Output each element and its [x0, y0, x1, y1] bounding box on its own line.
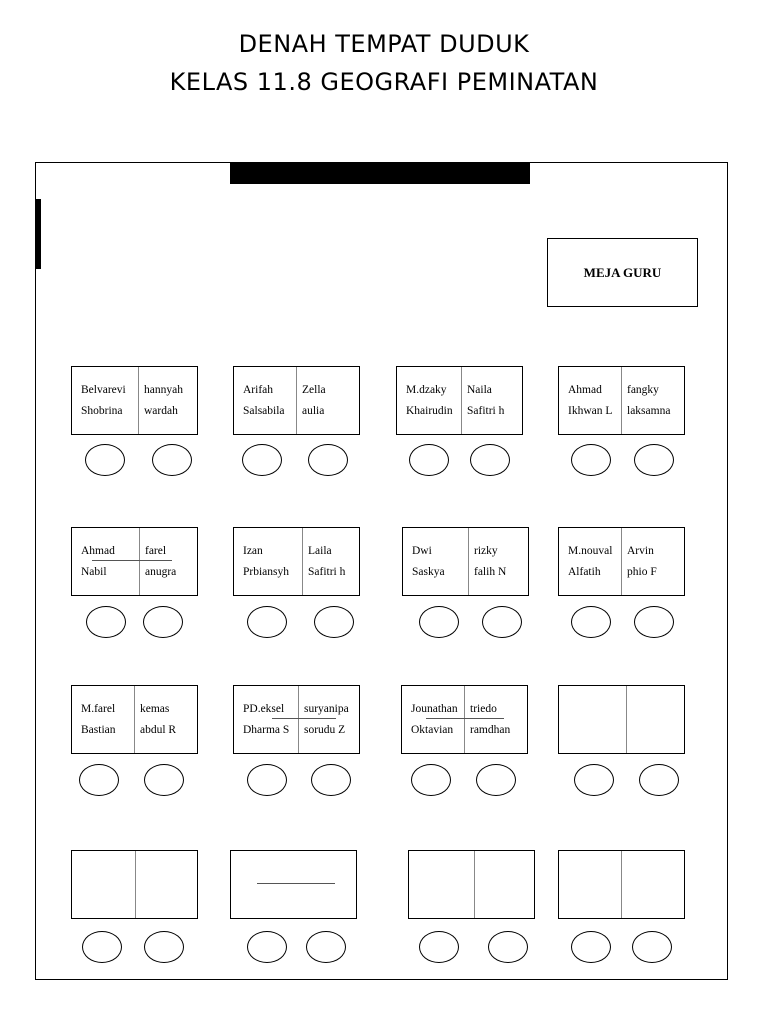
student-name-right: wardah [144, 405, 178, 417]
desk-divider [626, 686, 627, 753]
desk-r1-c4 [558, 366, 685, 435]
student-name-left: Dharma S [243, 724, 290, 736]
chair [144, 931, 184, 963]
student-name-right: falih N [474, 566, 507, 578]
student-name-right: Naila [467, 384, 492, 396]
student-name-right: suryanipa [304, 703, 349, 715]
chair [82, 931, 122, 963]
student-name-right: kemas [140, 703, 170, 715]
student-name-right: phio F [627, 566, 657, 578]
desk-r1-c3 [396, 366, 523, 435]
desk-r3-c2 [233, 685, 360, 754]
chair [571, 444, 611, 476]
student-name-right: hannyah [144, 384, 183, 396]
desk-r2-c1 [71, 527, 198, 596]
desk-divider [135, 851, 136, 918]
student-name-right: triedo [470, 703, 497, 715]
chair [308, 444, 348, 476]
student-name-right: ramdhan [470, 724, 511, 736]
student-name-right: abdul R [140, 724, 177, 736]
desk-r4-c4 [558, 850, 685, 919]
chair [574, 764, 614, 796]
desk-r3-c4 [558, 685, 685, 754]
page-title-line1: DENAH TEMPAT DUDUK [238, 30, 530, 58]
student-name-left: Salsabila [243, 405, 285, 417]
student-name-right: fangky [627, 384, 659, 396]
student-name-left: Saskya [412, 566, 445, 578]
chair [242, 444, 282, 476]
chair [482, 606, 522, 638]
student-name-left: Ahmad [568, 384, 602, 396]
chair [632, 931, 672, 963]
desk-r2-c3 [402, 527, 529, 596]
chair [311, 764, 351, 796]
chair [143, 606, 183, 638]
chair [488, 931, 528, 963]
desk-r2-c4 [558, 527, 685, 596]
chair [571, 606, 611, 638]
student-name-left: Ikhwan L [568, 405, 613, 417]
student-name-right: farel [145, 545, 167, 557]
student-name-left: Bastian [81, 724, 116, 736]
page-title-line2: KELAS 11.8 GEOGRAFI PEMINATAN [169, 68, 599, 96]
desk-underline [257, 883, 335, 884]
desk-r4-c3 [408, 850, 535, 919]
chair [639, 764, 679, 796]
chair [314, 606, 354, 638]
chair [411, 764, 451, 796]
student-name-left: M.nouval [568, 545, 613, 557]
student-name-left: Jounathan [411, 703, 458, 715]
desk-r3-c3 [401, 685, 528, 754]
desk-r1-c2 [233, 366, 360, 435]
teacher-desk [547, 238, 698, 307]
student-name-left: Arifah [243, 384, 274, 396]
student-name-left: Alfatih [568, 566, 601, 578]
desk-r3-c1 [71, 685, 198, 754]
chair [634, 444, 674, 476]
chair [571, 931, 611, 963]
desk-underline [272, 718, 336, 719]
chair [247, 606, 287, 638]
desk-divider [468, 528, 469, 595]
student-name-right: Zella [302, 384, 326, 396]
desk-divider [302, 528, 303, 595]
student-name-left: Ahmad [81, 545, 115, 557]
desk-divider [134, 686, 135, 753]
chair [476, 764, 516, 796]
desk-r4-c1 [71, 850, 198, 919]
desk-divider [298, 686, 299, 753]
chair [470, 444, 510, 476]
student-name-left: Shobrina [81, 405, 123, 417]
student-name-left: Khairudin [406, 405, 453, 417]
student-name-right: anugra [145, 566, 177, 578]
door [35, 199, 41, 269]
chair [152, 444, 192, 476]
student-name-right: Laila [308, 545, 332, 557]
chair [419, 606, 459, 638]
desk-divider [621, 851, 622, 918]
desk-r4-c2 [230, 850, 357, 919]
chair [419, 931, 459, 963]
teacher-desk-label: MEJA GURU [583, 264, 662, 280]
chair [79, 764, 119, 796]
student-name-left: M.dzaky [406, 384, 447, 396]
desk-r1-c1 [71, 366, 198, 435]
whiteboard [230, 162, 530, 184]
student-name-right: laksamna [627, 405, 671, 417]
desk-divider [139, 528, 140, 595]
desk-divider [621, 367, 622, 434]
student-name-right: aulia [302, 405, 325, 417]
chair [409, 444, 449, 476]
desk-underline [92, 560, 172, 561]
desk-underline [426, 718, 504, 719]
chair [634, 606, 674, 638]
chair [247, 764, 287, 796]
desk-divider [296, 367, 297, 434]
desk-divider [138, 367, 139, 434]
student-name-left: Izan [243, 545, 263, 557]
student-name-left: Oktavian [411, 724, 454, 736]
desk-divider [621, 528, 622, 595]
student-name-left: Nabil [81, 566, 107, 578]
desk-divider [461, 367, 462, 434]
student-name-right: Safitri h [308, 566, 346, 578]
student-name-left: M.farel [81, 703, 116, 715]
chair [86, 606, 126, 638]
chair [144, 764, 184, 796]
desk-divider [474, 851, 475, 918]
student-name-left: PD.eksel [243, 703, 285, 715]
student-name-left: Belvarevi [81, 384, 126, 396]
desk-divider [464, 686, 465, 753]
student-name-right: rizky [474, 545, 498, 557]
chair [85, 444, 125, 476]
chair [247, 931, 287, 963]
student-name-right: Arvin [627, 545, 654, 557]
student-name-right: Safitri h [467, 405, 505, 417]
student-name-right: sorudu Z [304, 724, 346, 736]
student-name-left: Prbiansyh [243, 566, 289, 578]
desk-r2-c2 [233, 527, 360, 596]
chair [306, 931, 346, 963]
student-name-left: Dwi [412, 545, 432, 557]
